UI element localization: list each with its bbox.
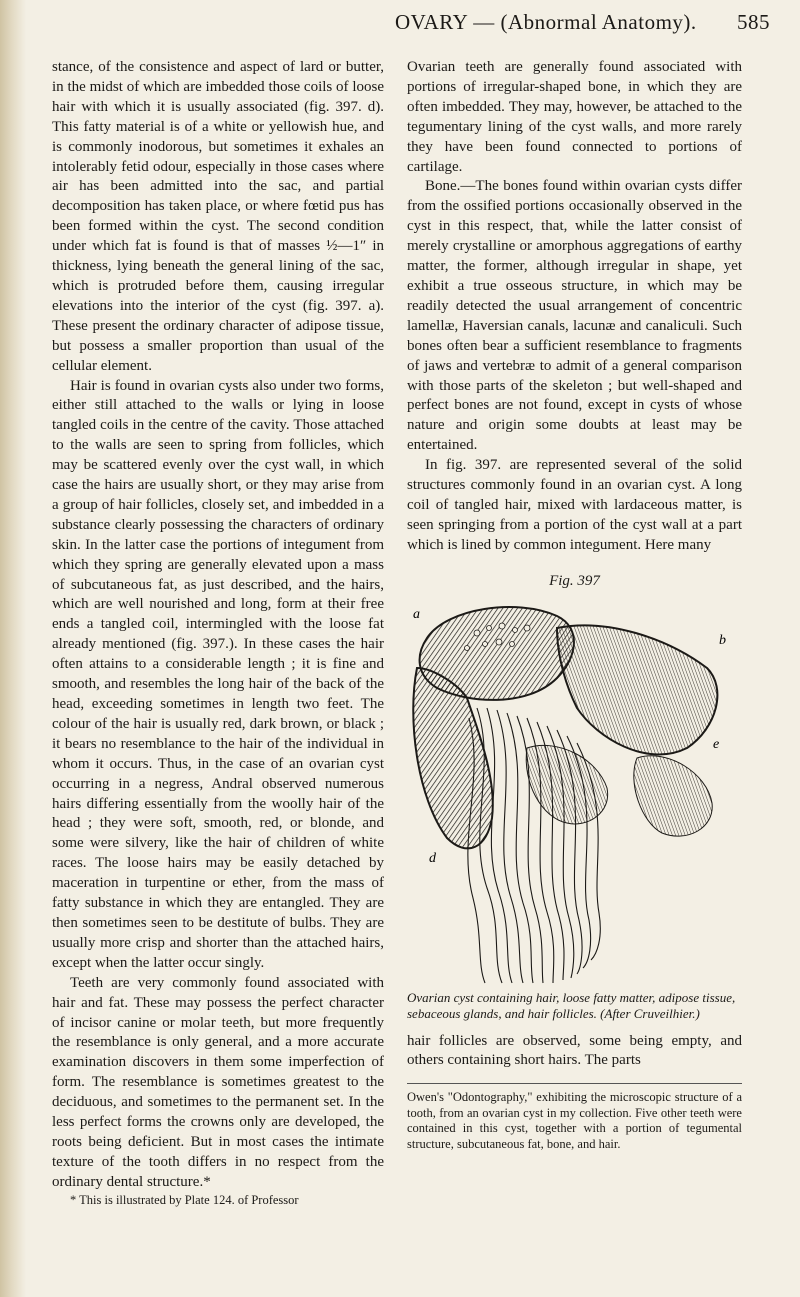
page-binding-shadow <box>0 0 26 1297</box>
paragraph-after-figure: hair follicles are observed, some being empty, and others containing short hairs. The parts <box>407 1032 742 1069</box>
paragraph-hair: Hair is found in ovarian cysts also under two forms, either still attached to the walls or lying in loose tangled coils in the centre of the cavity. Those attached to the walls are seen to spring from follicles, which may be scattered evenly over the cyst wall, in which case the hairs are usually short, or they may arise from a group of hair follicles, closely set, and imbedded in a substance clearly possessing the characters of ordinary skin. In the latter case the portions of integument from which they spring are generally elevated upon a mass of subcutaneous fat, as just described, and the hairs, which are well nourished and long, form at their free ends a tangled coil, intermingled with the loose fat already mentioned (fig. 397.). In these cases the hair often attains to a considerable length ; it is fine and smooth, and resembles the long hair of the back of the head, exceeding sometimes in length two feet. The colour of the hair is usually red, dark brown, or black ; it bears no resemblance to the hair of the individual in whom it occurs. Thus, in the case of an ovarian cyst occurring in a negress, Andral observed numerous hairs differing essentially from the woolly hair of the head ; they were soft, smooth, red, or blonde, and some were silvery, like the hair of children of white races. The loose hairs may be easily detached by maceration in turpentine or ether, from the mass of fatty substance in which they are entangled. They are then sometimes seen to be destitute of bulbs. They are usually more crisp and shorter than the attached hairs, except when the latter occur singly. <box>52 377 384 971</box>
footnote-left: * This is illustrated by Plate 124. of Professor <box>70 1192 299 1207</box>
footnote-right: Owen's "Odontography," exhibiting the microscopic structure of a tooth, from an ovarian cyst in my collection. Five other teeth were contained in this cyst, together with a portion of tegumental structure, subcutaneous fat, bone, and hair. <box>407 1090 742 1151</box>
left-column <box>52 58 384 1208</box>
figure-letter-b: b <box>719 632 726 648</box>
paragraph-teeth: Teeth are very commonly found associated with hair and fat. These may possess the perfect character of incisor canine or molar teeth, but more frequently the resemblance is only general, and a more accurate examination discovers in them some imperfection of form. The resemblance is sometimes greatest to the deciduous, and sometimes to the permanent set. In the less perfect forms the crowns only are developed, the roots being deficient. But in most cases the intimate texture of the tooth differs in no respect from the ordinary dental structure.* <box>52 974 384 1190</box>
paragraph-fat: stance, of the consistence and aspect of lard or butter, in the midst of which are imbedded those coils of loose hair with which it is usually associated (fig. 397. d). This fatty material is of a white or yellowish hue, and is commonly inodorous, but sometimes it exhales an intolerably fetid odour, especially in those cases where air has been admitted into the sac, and partial decomposition has taken place, or where fœtid pus has been formed within the cyst. The second condition under which fat is found is that of masses ½—1″ in thickness, lying beneath the general lining of the sac, which is protruded before them, causing irregular elevations into the interior of the cyst (fig. 397. a). These present the ordinary character of adipose tissue, but possess a smaller proportion than usual of the cellular element. <box>52 59 384 374</box>
footnote-divider <box>407 1083 742 1084</box>
lardaceous-matter <box>526 745 712 836</box>
right-column <box>407 58 742 1152</box>
page-number: 585 <box>737 10 770 34</box>
figure-label: Fig. 397 <box>549 572 600 589</box>
paragraph-figure-reference: In fig. 397. are represented several of the solid structures commonly found in an ovarian cyst. A long coil of tangled hair, mixed with lardaceous matter, is seen springing from a portion of the cyst wall at a part which is lined by common integument. Here many <box>407 457 742 553</box>
figure-letter-e: e <box>713 736 720 752</box>
cyst-illustration <box>407 598 742 986</box>
paragraph-ovarian-teeth: Ovarian teeth are generally found associated with portions of irregular-shaped bone, in which they are often imbedded. They may, however, be attached to the tegumentary lining of the cyst walls, and more rarely they have been found connected to portions of cartilage. <box>407 59 742 175</box>
figure-letter-d: d <box>429 850 436 866</box>
adipose-tissue-lobe <box>557 625 720 754</box>
running-title: OVARY — (Abnormal Anatomy). <box>395 10 697 34</box>
figure-letter-a: a <box>413 606 420 622</box>
figure-caption: Ovarian cyst containing hair, loose fatty matter, adipose tissue, sebaceous glands, and hair follicles. (After Cruveilhier.) <box>407 989 736 1021</box>
figure-397-illustration <box>407 598 742 986</box>
paragraph-bone: Bone.—The bones found within ovarian cysts differ from the ossified portions occasionally observed in the cyst in this respect, that, while the latter consist of merely crystalline or amorphous aggregations of earthy matter, the former, although irregular in shape, yet exhibit a true osseous structure, in which may be readily detected the usual arrangement of concentric lamellæ, Haversian canals, lacunæ and canaliculi. Such bones often bear a sufficient resemblance to fragments of jaws and vertebræ to admit of a general comparison with those parts of the skeleton ; but well-shaped and perfect bones are not found, except in cysts of whose nature and origin some doubts at least may be entertained. <box>407 178 742 454</box>
